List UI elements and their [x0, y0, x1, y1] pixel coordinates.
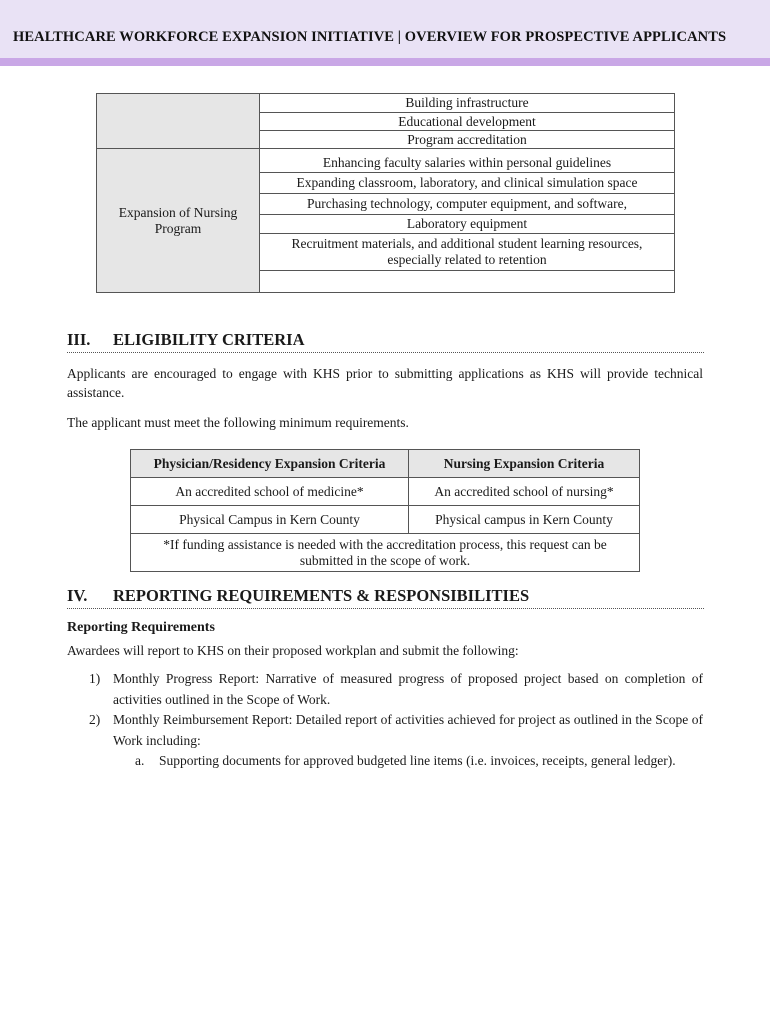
table-cell: Expanding classroom, laboratory, and clinical simulation space: [260, 173, 675, 194]
section-heading-eligibility: [67, 330, 305, 350]
table-cell: Recruitment materials, and additional student learning resources, especially related to retention: [260, 234, 675, 271]
list-marker: 1): [89, 671, 101, 686]
section-title: REPORTING REQUIREMENTS & RESPONSIBILITIES: [113, 586, 530, 605]
criteria-cell: Physical Campus in Kern County: [131, 506, 409, 534]
list-item-text: Supporting documents for approved budgeted line items (i.e. invoices, receipts, general ledger).: [159, 753, 676, 768]
nursing-program-label: Expansion of Nursing Program: [97, 149, 260, 293]
header-accent-bar: [0, 58, 770, 66]
table-cell: Purchasing technology, computer equipment, and software,: [260, 194, 675, 215]
table-cell: Program accreditation: [260, 131, 675, 149]
list-item: [67, 669, 703, 710]
eligibility-intro: Applicants are encouraged to engage with KHS prior to submitting applications as KHS will provide technical assistance.: [67, 366, 703, 400]
criteria-header-nursing: Nursing Expansion Criteria: [409, 450, 640, 478]
section-number: IV.: [67, 586, 88, 605]
criteria-header-physician: Physician/Residency Expansion Criteria: [131, 450, 409, 478]
list-item: [67, 710, 703, 751]
min-requirements-text: The applicant must meet the following minimum requirements.: [67, 415, 409, 430]
table-cell-empty: [260, 271, 675, 293]
table-cell: Enhancing faculty salaries within personal guidelines: [260, 149, 675, 173]
section-divider: [67, 608, 704, 609]
section-title: ELIGIBILITY CRITERIA: [113, 330, 305, 349]
list-item-text: Monthly Reimbursement Report: Detailed report of activities achieved for project as outlined in the Scope of Work including:: [113, 712, 703, 748]
criteria-footnote: *If funding assistance is needed with the accreditation process, this request can be submitted in the scope of work.: [131, 534, 640, 572]
criteria-cell: Physical campus in Kern County: [409, 506, 640, 534]
table-cell-empty: [97, 94, 260, 149]
criteria-table: [130, 449, 640, 572]
section-divider: [67, 352, 704, 353]
list-item-text: Monthly Progress Report: Narrative of measured progress of proposed project based on completion of activities outlined in the Scope of Work.: [113, 671, 703, 707]
list-subitem: [67, 751, 703, 772]
section-heading-reporting: [67, 586, 529, 606]
table-cell: Building infrastructure: [260, 94, 675, 113]
reporting-list: [67, 669, 703, 772]
list-marker: 2): [89, 712, 101, 727]
reporting-subheading: Reporting Requirements: [67, 620, 215, 635]
program-table: [96, 93, 675, 293]
criteria-cell: An accredited school of medicine*: [131, 478, 409, 506]
table-cell: Educational development: [260, 113, 675, 131]
list-marker: a.: [135, 753, 145, 768]
criteria-cell: An accredited school of nursing*: [409, 478, 640, 506]
reporting-intro: Awardees will report to KHS on their proposed workplan and submit the following:: [67, 643, 519, 658]
section-number: III.: [67, 330, 91, 349]
page-header-title: HEALTHCARE WORKFORCE EXPANSION INITIATIVE | OVERVIEW FOR PROSPECTIVE APPLICANTS: [13, 29, 727, 45]
table-cell: Laboratory equipment: [260, 215, 675, 234]
